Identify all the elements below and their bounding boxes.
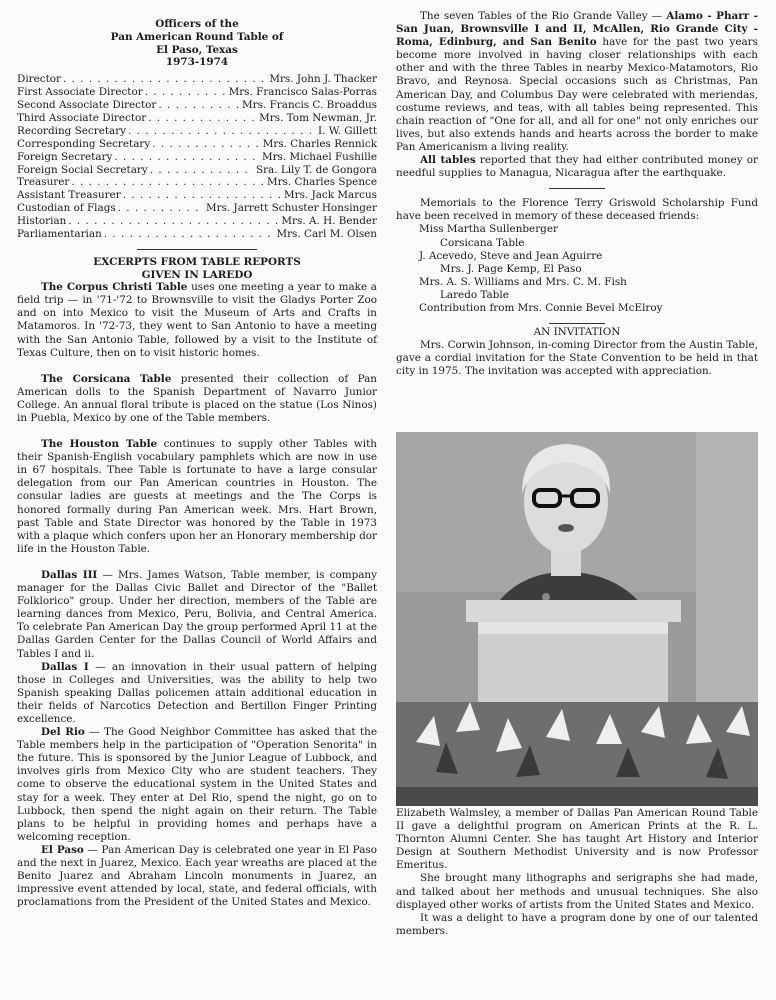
officer-name: Sra. Lily T. de Gongora xyxy=(255,163,377,176)
leader-dots xyxy=(71,176,265,189)
officer-name: I. W. Gillett xyxy=(318,124,377,137)
officer-row xyxy=(17,176,377,189)
officer-name: Mrs. Francisco Salas-Porras xyxy=(228,86,377,99)
officer-role: Director xyxy=(17,73,61,86)
report-text: reported that they had either contributed money or needful supplies to Managua, Nicaragua after the earthquake. xyxy=(396,154,758,180)
excerpts-heading-line: EXCERPTS FROM TABLE REPORTS xyxy=(93,255,301,268)
report-lead: Dallas III xyxy=(41,568,98,581)
section-divider xyxy=(137,249,257,250)
officer-name: Mrs. A. H. Bender xyxy=(281,215,377,228)
report-lead: The Houston Table xyxy=(41,438,158,451)
officer-row xyxy=(17,112,377,125)
report-text: The seven Tables of the Rio Grande Valley — xyxy=(420,10,667,22)
memorials-intro: Memorials to the Florence Terry Griswold Scholarship Fund have been received in memory of these deceased friends: xyxy=(396,197,758,223)
leader-dots xyxy=(152,138,260,151)
officer-row xyxy=(17,99,377,112)
leader-dots xyxy=(158,99,240,112)
all-tables-report xyxy=(396,154,758,180)
leader-dots xyxy=(118,202,204,215)
officer-name: Mrs. Tom Newman, Jr. xyxy=(259,111,377,124)
leader-dots xyxy=(123,189,282,202)
memorials-section xyxy=(396,197,758,315)
leader-dots xyxy=(128,125,316,138)
officer-role: Second Associate Director xyxy=(17,99,157,111)
report-dallas-i xyxy=(17,661,377,726)
officer-role: Foreign Social Secretary xyxy=(17,163,148,176)
officer-role: Third Associate Director xyxy=(17,111,147,124)
officer-role: Recording Secretary xyxy=(17,124,127,137)
officer-row xyxy=(17,164,377,177)
photo-caption xyxy=(396,807,758,938)
leader-dots xyxy=(114,151,260,164)
invitation-text: Mrs. Corwin Johnson, in-coming Director from the Austin Table, gave a cordial invitation for the State Convention to be held in that city in 1975. The invitation was accepted with appreciation. xyxy=(396,339,758,378)
left-column xyxy=(17,0,377,909)
speaker-photo xyxy=(396,432,758,806)
officer-name: Mrs. Carl M. Olsen xyxy=(276,228,377,241)
officer-row xyxy=(17,202,377,215)
officer-name: Mrs. Jack Marcus xyxy=(284,189,377,202)
report-lead: The Corpus Christi Table xyxy=(41,281,188,294)
officers-heading-line: 1973-1974 xyxy=(165,56,229,69)
officers-heading-line: Pan American Round Table of xyxy=(110,30,284,43)
memorial-entry: Miss Martha Sullenberger xyxy=(419,223,558,236)
leader-dots xyxy=(63,73,267,86)
leader-dots xyxy=(148,112,257,125)
rio-grande-valley-report xyxy=(396,10,758,154)
officer-name: Mrs. John J. Thacker xyxy=(269,73,377,86)
report-lead: All tables xyxy=(420,154,476,167)
report-dallas-iii xyxy=(17,569,377,661)
report-houston xyxy=(17,438,377,556)
officer-row xyxy=(17,138,377,151)
report-corpus-christi xyxy=(17,281,377,360)
report-text: continues to supply other Tables with their Spanish-English vocabulary pamphlets which are now in use in 67 hospitals. Thee Table is fortunate to have a large consular delegation from our Pan American countries in Houston. The consular ladies are guests at meetings and the The Corps is honored formally during Pan American week. Mrs. Hart Brown, past Table and State Director was honored by the Table in 1973 with a plaque which confers upon her an Honorary membership dor life in the Houston Table. xyxy=(17,438,377,555)
report-lead: The Corsicana Table xyxy=(41,372,172,385)
officer-role: Assistant Treasurer xyxy=(17,189,121,202)
memorial-entry: Laredo Table xyxy=(440,288,509,301)
officer-name: Mrs. Charles Spence xyxy=(266,176,377,189)
officer-row xyxy=(17,125,377,138)
officer-role: Historian xyxy=(17,215,67,228)
officer-row xyxy=(17,189,377,202)
report-lead: Dallas I xyxy=(41,660,89,673)
report-lead: Del Rio xyxy=(41,726,85,739)
officer-row xyxy=(17,86,377,99)
memorial-entry: J. Acevedo, Steve and Jean Aguirre xyxy=(419,249,603,262)
paragraph-gap xyxy=(17,556,377,569)
officers-heading xyxy=(17,18,377,69)
paragraph-gap xyxy=(17,425,377,438)
section-divider xyxy=(549,323,605,324)
report-text: — Pan American Day is celebrated one year in El Paso and the next in Juarez, Mexico. Each year wreaths are placed at the Benito Juarez and Abraham Lincoln monuments in Juarez, an impressive event attended by local, state, and federal officials, with proclamations from the President of the United States and Mexico. xyxy=(17,843,377,909)
caption-paragraph: It was a delight to have a program done by one of our talented members. xyxy=(396,911,758,937)
officer-role: Treasurer xyxy=(17,176,70,189)
right-column xyxy=(396,0,758,378)
report-del-rio xyxy=(17,726,377,844)
officer-row xyxy=(17,228,377,241)
officers-heading-line: Officers of the xyxy=(155,18,239,30)
excerpts-heading xyxy=(17,256,377,281)
officer-role: Foreign Secretary xyxy=(17,150,113,163)
memorial-entry: Corsicana Table xyxy=(440,236,525,249)
excerpts-heading-line: GIVEN IN LAREDO xyxy=(141,268,253,281)
caption-paragraph: Elizabeth Walmsley, a member of Dallas Pan American Round Table II gave a delightful program on American Prints at the R. L. Thornton Alumni Center. She has taught Art History and Interior Design at Southern Methodist University and is now Professor Emeritus. xyxy=(396,807,758,872)
leader-dots xyxy=(150,164,254,177)
section-divider xyxy=(549,188,605,189)
officer-role: Corresponding Secretary xyxy=(17,137,151,150)
officer-row xyxy=(17,73,377,86)
officer-name: Mrs. Charles Rennick xyxy=(262,137,377,150)
invitation-heading: AN INVITATION xyxy=(533,326,621,339)
leader-dots xyxy=(104,228,275,241)
speaker-photo-illustration xyxy=(396,432,758,806)
report-text: — The Good Neighbor Committee has asked that the Table members help in the participation of "Operation Senorita" in the future. This is sponsored by the Junior League of Lubbock, and involves girls from Mexico City who are student teachers. They come to observe the educational system in the United States and stay for a week. They enter at Del Rio, spend the night, go on to Lubbock, then spend the night again on their return. The Table plans to be helpful in providing homes and perhaps have a welcoming reception. xyxy=(17,726,377,843)
report-text: — an innovation in their usual pattern of helping those in Colleges and Universities, was the ability to help two Spanish speaking Dallas policemen attain additional education in their fields of Narcotics Detection and Bertillon Finger Printing excellence. xyxy=(17,660,377,725)
report-lead: El Paso xyxy=(41,843,84,856)
officer-row xyxy=(17,215,377,228)
report-el-paso xyxy=(17,844,377,909)
officers-roster xyxy=(17,73,377,241)
officer-row xyxy=(17,151,377,164)
officer-role: First Associate Director xyxy=(17,86,143,99)
officer-name: Mrs. Michael Fushille xyxy=(261,150,377,163)
caption-paragraph: She brought many lithographs and serigraphs she had made, and talked about her methods and unusual techniques. She also displayed other works of artists from the United States and Mexico. xyxy=(396,872,758,911)
memorial-entry: Mrs. J. Page Kemp, El Paso xyxy=(440,262,582,275)
report-text: presented their collection of Pan American dolls to the Spanish Department of Navarro Junior College. An annual floral tribute is placed on the statue (Los Ninos) in Puebla, Mexico by one of the Table members. xyxy=(17,372,378,424)
officer-name: Mrs. Jarrett Schuster Honsinger xyxy=(205,202,377,215)
memorial-entry: Contribution from Mrs. Connie Bevel McElroy xyxy=(419,301,663,314)
paragraph-gap xyxy=(17,360,377,373)
report-lead: Alamo - Pharr - San Juan, Brownsville I and II, McAllen, Rio Grande City - Roma, Edinburg, and San Benito xyxy=(396,10,758,49)
leader-dots xyxy=(145,86,227,99)
report-corsicana xyxy=(17,373,377,425)
officer-name: Mrs. Francis C. Broaddus xyxy=(242,99,377,111)
officer-role: Custodian of Flags xyxy=(17,202,116,215)
officer-role: Parliamentarian xyxy=(17,228,102,241)
report-text: — Mrs. James Watson, Table member, is company manager for the Dallas Civic Ballet and Director of the "Ballet Folklorico" group. Under her direction, members of the Table are learning dances from Mexico, Peru, Bolivia, and Central America. To celebrate Pan American Day the group performed April 11 at the Dallas Garden Center for the Dallas Council of World Affairs and Tables I and ii. xyxy=(17,568,377,660)
report-text: uses one meeting a year to make a field trip — in '71-'72 to Brownsville to visit the Gladys Porter Zoo and on into Mexico to visit the Museum of Arts and Crafts in Matamoros. In '72-73, they went to San Antonio to have a meeting with the San Antonio Table, followed by a visit to the Institute of Texas Culture, then on to visit historic homes. xyxy=(17,281,377,359)
report-text: have for the past two years become more involved in having closer relationships with each other and with the three Tables in nearby Mexico-Matamotors, Rio Bravo, and Reynosa. Special occasions such as Christmas, Pan American Day, and Columbus Day were celebrated with meriendas, costume reviews, and teas, with all tables being represented. This chain reaction of "One for all, and all for one" not only enriches our lives, but also extends hands and hearts across the border to make Pan Americanism a living reality. xyxy=(396,36,758,153)
leader-dots xyxy=(68,215,279,228)
memorial-entry: Mrs. A. S. Williams and Mrs. C. M. Fish xyxy=(419,275,627,288)
officers-heading-line: El Paso, Texas xyxy=(156,43,238,56)
